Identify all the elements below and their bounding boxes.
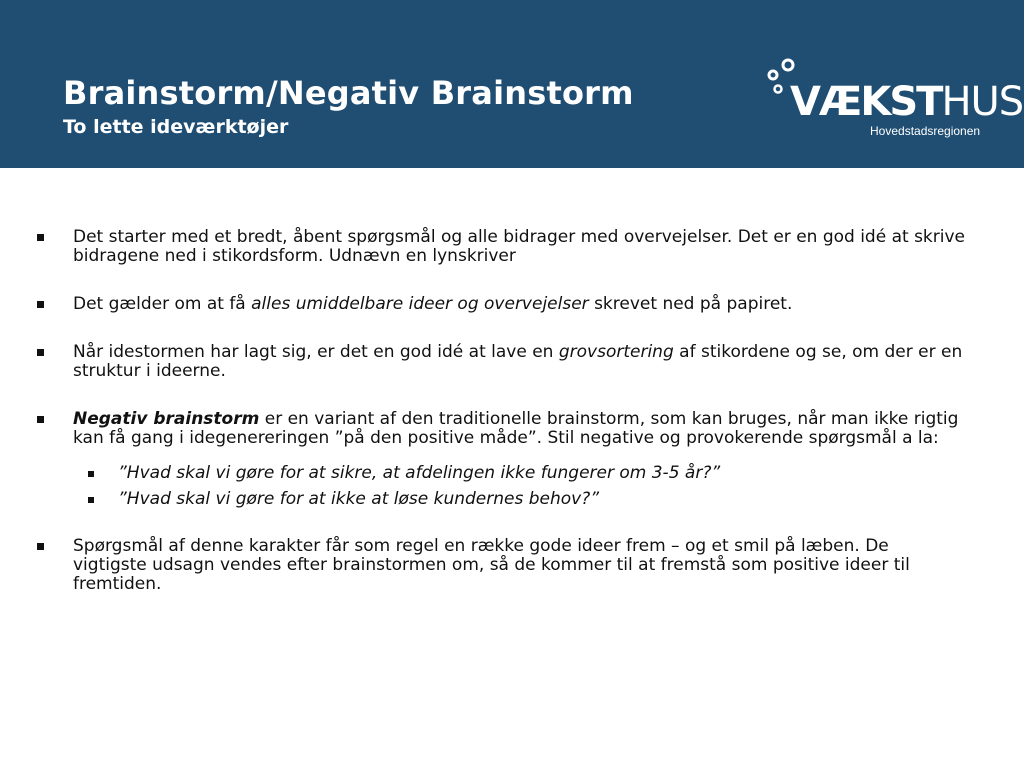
square-bullet-icon xyxy=(37,234,44,241)
header-bar xyxy=(0,0,1024,168)
slide-subtitle: To lette ideværktøjer xyxy=(63,116,289,138)
square-bullet-icon xyxy=(88,497,94,503)
square-bullet-icon xyxy=(37,543,44,550)
sub-bullet-text: ”Hvad skal vi gøre for at sikre, at afdelingen ikke fungerer om 3-5 år?” xyxy=(118,463,721,483)
list-item xyxy=(36,228,966,266)
bullet-text: Det gælder om at få xyxy=(73,294,252,314)
sub-list-item xyxy=(36,464,966,483)
square-bullet-icon xyxy=(37,301,44,308)
bullet-text: er en variant af den traditionelle brainstorm, som kan bruges, når man ikke rigtig kan få gang i idegenereringen ”på den positive måde”. Stil negative og provokerende spørgsmål a la: xyxy=(73,409,959,448)
bullet-emphasis: alles umiddelbare ideer og overvejelser xyxy=(251,294,589,314)
square-bullet-icon xyxy=(37,349,44,356)
bullet-text: skrevet ned på papiret. xyxy=(588,294,793,314)
sub-bullet-text: ”Hvad skal vi gøre for at ikke at løse kundernes behov?” xyxy=(118,489,600,509)
sub-list-item xyxy=(36,490,966,509)
list-item xyxy=(36,343,966,381)
bullet-text: Når idestormen har lagt sig, er det en god idé at lave en xyxy=(73,342,559,362)
vaeksthus-logo xyxy=(764,55,1024,145)
square-bullet-icon xyxy=(88,471,94,477)
bullet-list xyxy=(36,228,966,623)
bullet-text: Spørgsmål af denne karakter får som regel en række gode ideer frem – og et smil på læben. De vigtigste udsagn vendes efter brainstormen om, så de kommer til at fremstå som positive ideer til fremtiden. xyxy=(73,536,910,594)
logo-region: Hovedstadsregionen xyxy=(870,124,981,138)
slide-title: Brainstorm/Negativ Brainstorm xyxy=(63,74,634,112)
list-item xyxy=(36,537,966,594)
bullet-text: Det starter med et bredt, åbent spørgsmål og alle bidrager med overvejelser. Det er en god idé at skrive bidragene ned i stikordsform. Udnævn en lynskriver xyxy=(73,227,966,266)
bullet-bold-emphasis: Negativ brainstorm xyxy=(73,409,260,429)
bullet-text: af stikordene og se, om der er en struktur i ideerne. xyxy=(73,342,963,381)
bullet-emphasis: grovsortering xyxy=(558,342,674,362)
square-bullet-icon xyxy=(37,416,44,423)
logo-word-bold: VÆKST xyxy=(790,79,942,125)
list-item xyxy=(36,410,966,448)
sub-bullet-list xyxy=(36,464,966,509)
list-item xyxy=(36,295,966,314)
logo-wordmark xyxy=(790,80,1023,124)
logo-word-light: HUS xyxy=(941,79,1024,125)
